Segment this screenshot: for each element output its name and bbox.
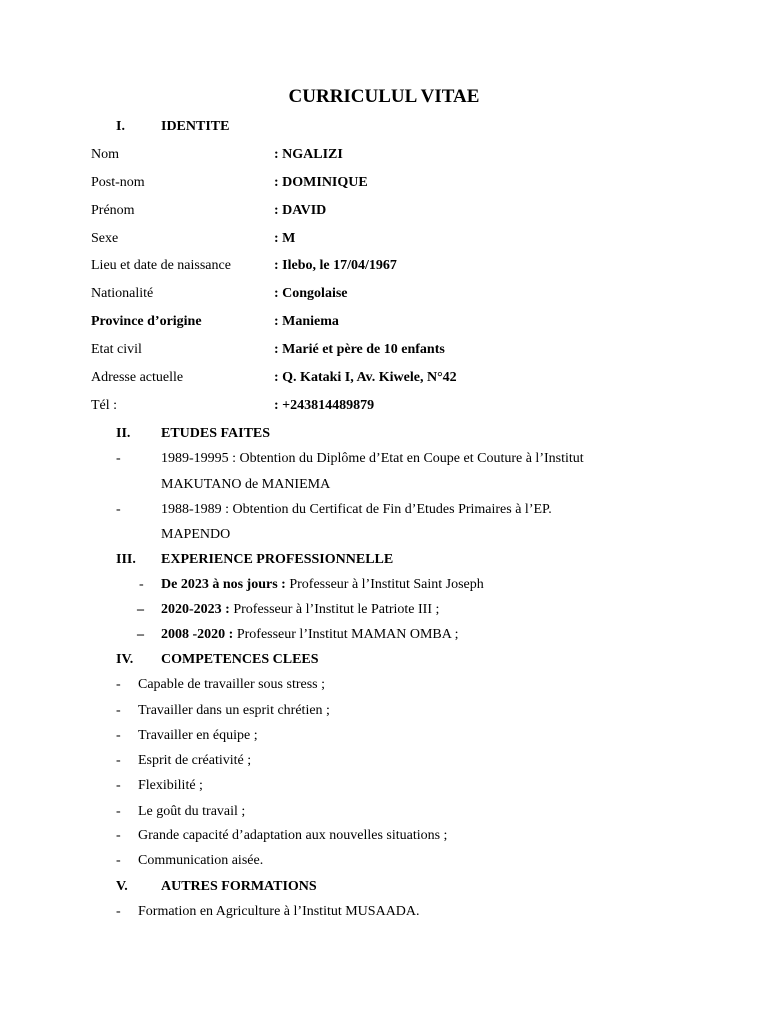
- identity-value-etat-civil: : Marié et père de 10 enfants: [274, 342, 445, 357]
- section-identite-title: IDENTITE: [161, 119, 230, 134]
- experience-role: Professeur à l’Institut le Patriote III ;: [229, 602, 440, 617]
- identity-value-province: : Maniema: [274, 314, 339, 329]
- competence-item: Travailler dans un esprit chrétien ;: [138, 703, 330, 718]
- identity-label-etat-civil: Etat civil: [91, 342, 142, 357]
- identity-label-adresse: Adresse actuelle: [91, 370, 184, 385]
- section-etudes-title: ETUDES FAITES: [161, 426, 271, 441]
- section-competences-number: IV.: [116, 652, 134, 667]
- identity-label-nationalite: Nationalité: [91, 286, 154, 301]
- list-bullet: -: [116, 904, 121, 919]
- experience-period: 2020-2023 :: [161, 602, 230, 617]
- list-bullet: -: [139, 577, 144, 592]
- experience-item: [161, 602, 439, 618]
- list-bullet: -: [116, 804, 121, 819]
- list-bullet: –: [137, 602, 144, 617]
- identity-label-province: Province d’origine: [91, 314, 202, 329]
- experience-item: [161, 577, 484, 593]
- list-bullet: -: [116, 703, 121, 718]
- competence-item: Esprit de créativité ;: [138, 753, 252, 768]
- study-item-line: MAPENDO: [161, 527, 231, 542]
- list-bullet: -: [116, 828, 121, 843]
- list-bullet: –: [137, 627, 144, 642]
- list-bullet: -: [116, 853, 121, 868]
- study-item-line: 1989-19995 : Obtention du Diplôme d’Etat en Coupe et Couture à l’Institut: [161, 451, 584, 466]
- identity-label-sexe: Sexe: [91, 231, 119, 246]
- document-title: CURRICULUL VITAE: [288, 86, 480, 107]
- identity-label-nom: Nom: [91, 147, 119, 162]
- identity-value-tel: : +243814489879: [274, 398, 375, 413]
- competence-item: Travailler en équipe ;: [138, 728, 258, 743]
- section-etudes-number: II.: [116, 426, 131, 441]
- list-bullet: -: [116, 778, 121, 793]
- identity-value-nom: : NGALIZI: [274, 147, 343, 162]
- identity-value-sexe: : M: [274, 231, 296, 246]
- competence-item: Flexibilité ;: [138, 778, 203, 793]
- experience-item: [161, 627, 459, 643]
- identity-value-adresse: : Q. Kataki I, Av. Kiwele, N°42: [274, 370, 457, 385]
- list-bullet: -: [116, 677, 121, 692]
- section-formations-number: V.: [116, 879, 128, 894]
- list-bullet: -: [116, 502, 121, 517]
- section-experience-number: III.: [116, 552, 136, 567]
- identity-value-nationalite: : Congolaise: [274, 286, 348, 301]
- competence-item: Communication aisée.: [138, 853, 264, 868]
- list-bullet: -: [116, 451, 121, 466]
- section-competences-title: COMPETENCES CLEES: [161, 652, 319, 667]
- identity-value-naissance: : Ilebo, le 17/04/1967: [274, 258, 397, 273]
- experience-period: 2008 -2020 :: [161, 627, 234, 642]
- experience-role: Professeur à l’Institut Saint Joseph: [285, 577, 484, 592]
- experience-period: De 2023 à nos jours :: [161, 577, 286, 592]
- competence-item: Le goût du travail ;: [138, 804, 246, 819]
- identity-label-prenom: Prénom: [91, 203, 135, 218]
- study-item-line: MAKUTANO de MANIEMA: [161, 477, 331, 492]
- identity-label-tel: Tél :: [91, 398, 118, 413]
- identity-value-post-nom: : DOMINIQUE: [274, 175, 368, 190]
- experience-role: Professeur l’Institut MAMAN OMBA ;: [233, 627, 459, 642]
- identity-label-naissance: Lieu et date de naissance: [91, 258, 231, 273]
- list-bullet: -: [116, 753, 121, 768]
- formation-item: Formation en Agriculture à l’Institut MUSAADA.: [138, 904, 420, 919]
- study-item-line: 1988-1989 : Obtention du Certificat de Fin d’Etudes Primaires à l’EP.: [161, 502, 552, 517]
- section-identite-number: I.: [116, 119, 125, 134]
- identity-label-post-nom: Post-nom: [91, 175, 145, 190]
- section-experience-title: EXPERIENCE PROFESSIONNELLE: [161, 552, 394, 567]
- competence-item: Capable de travailler sous stress ;: [138, 677, 326, 692]
- competence-item: Grande capacité d’adaptation aux nouvelles situations ;: [138, 828, 448, 843]
- identity-value-prenom: : DAVID: [274, 203, 327, 218]
- section-formations-title: AUTRES FORMATIONS: [161, 879, 317, 894]
- list-bullet: -: [116, 728, 121, 743]
